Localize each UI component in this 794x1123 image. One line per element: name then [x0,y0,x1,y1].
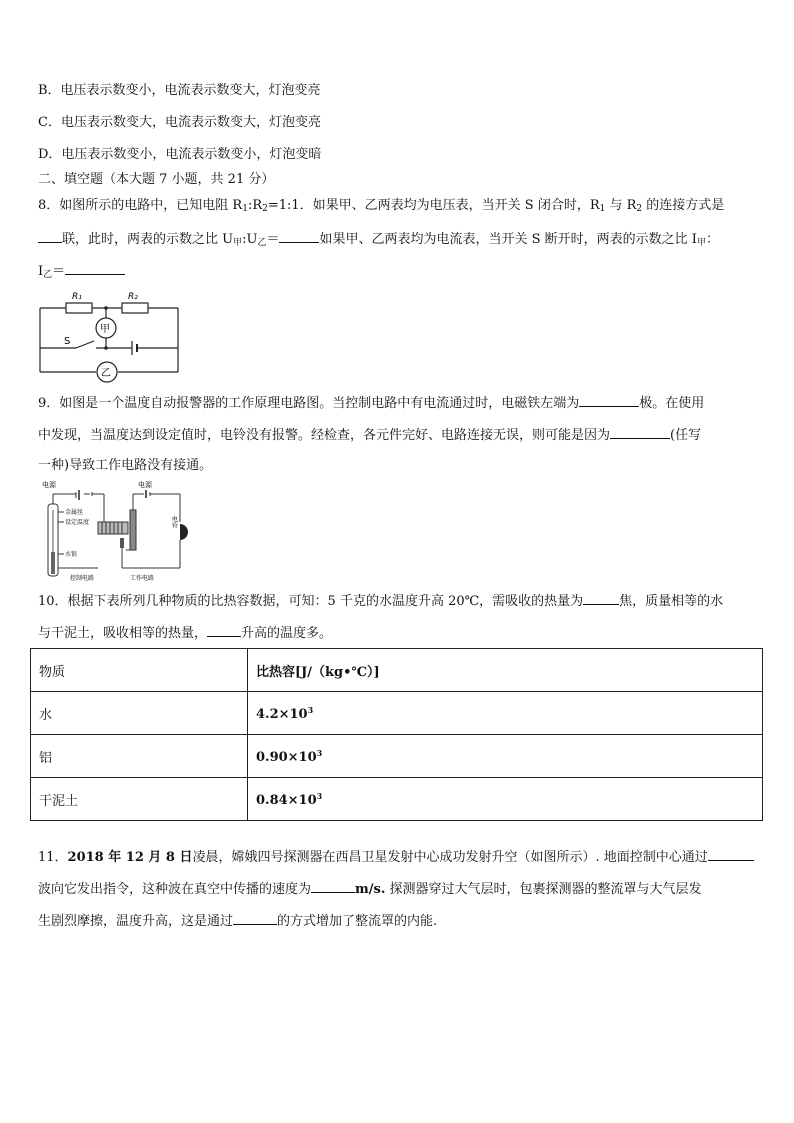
q11-blank-speed[interactable] [311,878,355,893]
q9-line-1: 9．如图是一个温度自动报警器的工作原理电路图。当控制电路中有电流通过时，电磁铁左端为 极。在使用 [38,392,704,414]
resistor-r2 [122,303,148,313]
label-switch: S [64,336,71,347]
table-cell-value: $4.2\times 10^3$ [248,692,763,735]
q11-line-1: 11．2018 年 12 月 8 日凌晨，嫦娥四号探测器在西昌卫星发射中心成功发射升空（如图所示）. 地面控制中心通过 [38,846,754,868]
q11-line-2: 波向它发出指令，这种波在真空中传播的速度为 m/s. 探测器穿过大气层时，包裹探测器的整流罩与大气层发 [38,878,702,900]
armature [130,510,136,550]
table-row [31,735,763,778]
table-cell-substance: 铝 [31,735,248,778]
q10-line-1: 10．根据下表所列几种物质的比热容数据，可知：5 千克的水温度升高 20℃，需吸收的热量为 焦，质量相等的水 [38,590,723,612]
table-header-row [31,649,763,692]
option-b: B．电压表示数变小，电流表示数变大，灯泡变亮 [38,83,321,98]
section-title: 二、填空题（本大题 7 小题，共 21 分） [38,172,275,187]
table-row [31,692,763,735]
q8-line-3: $I_乙=$ [38,260,125,285]
label-r2: R₂ [128,292,138,302]
q9-blank-pole[interactable] [579,392,639,407]
label-bell: 电铃 [170,516,178,528]
label-mercury: 水银 [65,551,78,558]
label-power-right: 电源 [138,481,152,489]
label-metal-wire: 金属丝 [65,509,84,516]
table-cell-value: $0.90\times 10^3$ [248,735,763,778]
table-row [31,778,763,821]
label-work-circuit: 工作电路 [130,575,155,582]
label-control-circuit: 控制电路 [70,575,95,582]
q8-circuit-diagram [36,288,182,386]
table-cell-substance: 水 [31,692,248,735]
q11-line-3: 生剧烈摩擦，温度升高，这是通过 的方式增加了整流罩的内能. [38,910,437,932]
q8-blank-current-ratio[interactable] [65,260,125,275]
label-meter-jia: 甲 [100,324,110,335]
table-cell-substance: 干泥土 [31,778,248,821]
label-set-temp: 设定温度 [65,519,90,526]
q9-blank-reason[interactable] [610,424,670,439]
table-header-cell: 比热容[J/（kg•℃）] [248,649,763,692]
label-r1: R₁ [72,292,82,302]
q8-blank-connection[interactable] [38,228,62,243]
specific-heat-table [30,648,763,821]
label-power-left: 电源 [42,481,56,489]
table-header-cell: 物质 [31,649,248,692]
option-c: C．电压表示数变大，电流表示数变大，灯泡变亮 [38,115,321,130]
q11-blank-method[interactable] [233,910,277,925]
q9-line-3: 一种)导致工作电路没有接通。 [38,458,213,473]
label-meter-yi: 乙 [101,368,111,379]
q8-line-1: 8．如图所示的电路中，已知电阻 $R_1:R_2=1:1$．如果甲、乙两表均为电压表，当开关 S 闭合时，$R_1$ 与 $R_2$ 的连接方式是 [38,198,725,214]
resistor-r1 [66,303,92,313]
q10-blank-material[interactable] [207,622,241,637]
table-cell-value: $0.84\times 10^3$ [248,778,763,821]
q8-line-2: 联，此时，两表的示数之比 $U_甲:U_乙=$ 如果甲、乙两表均为电流表，当开关 S 断开时，两表的示数之比 $I_甲$： [38,228,719,253]
q9-alarm-diagram [38,480,190,584]
option-d: D．电压表示数变小，电流表示数变小，灯泡变暗 [38,147,322,162]
q10-blank-heat[interactable] [583,590,619,605]
switch-s [76,341,94,348]
q11-blank-wave[interactable] [708,846,754,861]
q8-blank-voltage-ratio[interactable] [279,228,319,243]
q10-line-2: 与干泥土，吸收相等的热量， 升高的温度多。 [38,622,332,644]
q9-line-2: 中发现，当温度达到设定值时，电铃没有报警。经检查，各元件完好、电路连接无误，则可能是因为 (任写 [38,424,701,446]
